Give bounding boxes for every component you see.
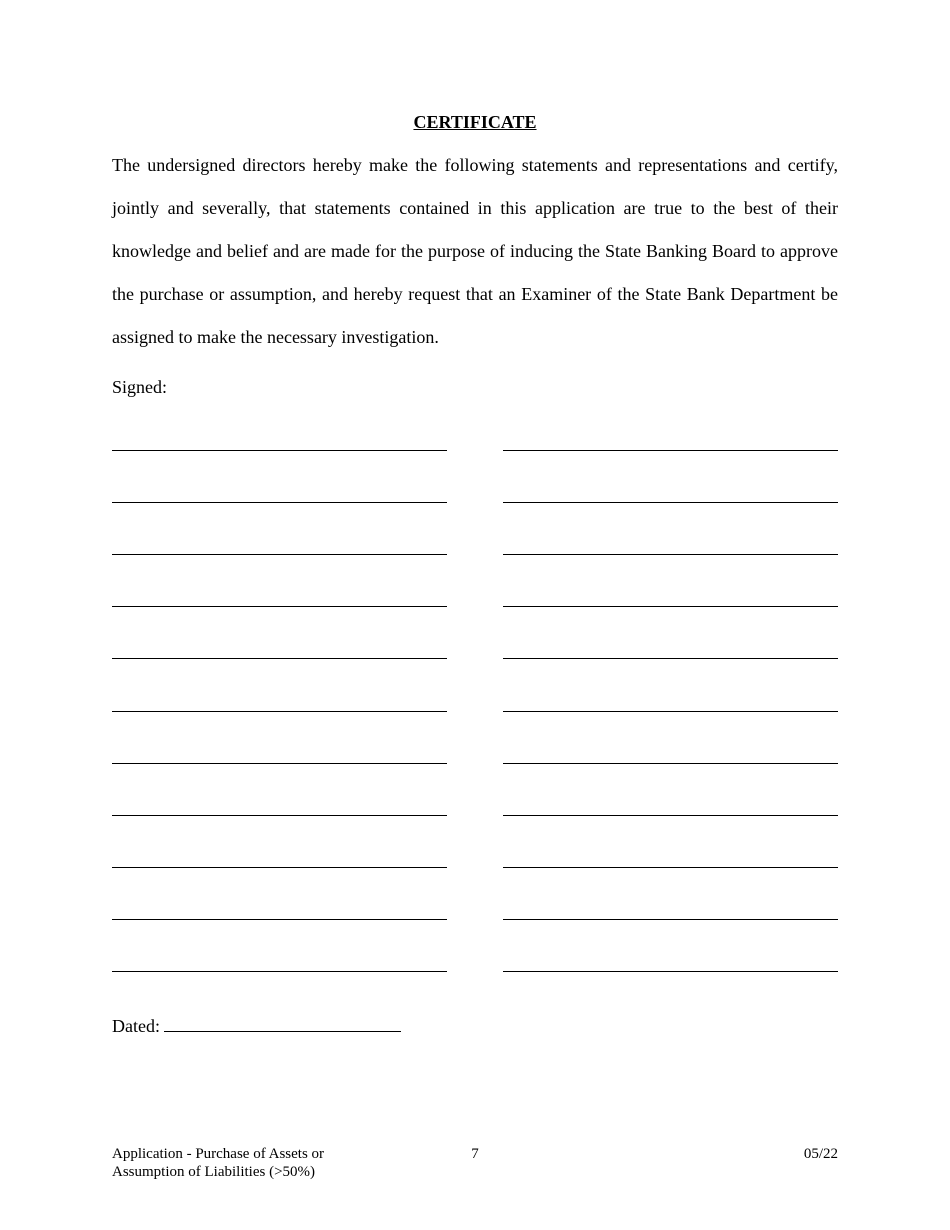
signature-line-left-3[interactable]: [112, 554, 447, 555]
page-number: 7: [471, 1146, 479, 1162]
signature-line-right-1[interactable]: [503, 450, 838, 451]
certificate-title: CERTIFICATE: [413, 112, 537, 132]
dated-blank-line[interactable]: [164, 1013, 401, 1032]
signature-line-right-7[interactable]: [503, 763, 838, 764]
footer-form-title-line1: Application - Purchase of Assets or: [112, 1146, 325, 1162]
signature-line-right-3[interactable]: [503, 554, 838, 555]
signature-line-right-9[interactable]: [503, 867, 838, 868]
signature-line-left-8[interactable]: [112, 815, 447, 816]
revision-date: 05/22: [803, 1146, 838, 1162]
signature-line-right-8[interactable]: [503, 815, 838, 816]
certification-statement: The undersigned directors hereby make the following statements and representations and certify, jointly and severally, that statements contained in this application are true to the best of their knowledge and belief and are made for the purpose of inducing the State Banking Board to approve the purchase or assumption, and hereby request that an Examiner of the State Bank Department be assigned to make the necessary investigation.: [112, 155, 838, 347]
signature-line-left-1[interactable]: [112, 450, 447, 451]
signature-line-right-6[interactable]: [503, 711, 838, 712]
signature-line-right-11[interactable]: [503, 971, 838, 972]
signature-line-right-4[interactable]: [503, 606, 838, 607]
footer-form-title-line2: Assumption of Liabilities (>50%): [112, 1164, 316, 1180]
signed-label: Signed:: [112, 377, 168, 397]
signature-line-right-5[interactable]: [503, 658, 838, 659]
signature-line-left-7[interactable]: [112, 763, 447, 764]
signature-line-left-11[interactable]: [112, 971, 447, 972]
signature-line-left-5[interactable]: [112, 658, 447, 659]
signature-line-left-4[interactable]: [112, 606, 447, 607]
signature-line-left-9[interactable]: [112, 867, 447, 868]
signature-line-right-10[interactable]: [503, 919, 838, 920]
dated-label: Dated:: [112, 1016, 160, 1036]
signature-line-left-6[interactable]: [112, 711, 447, 712]
dated-field: [112, 1013, 401, 1037]
signature-line-left-2[interactable]: [112, 502, 447, 503]
signature-line-right-2[interactable]: [503, 502, 838, 503]
signature-line-left-10[interactable]: [112, 919, 447, 920]
